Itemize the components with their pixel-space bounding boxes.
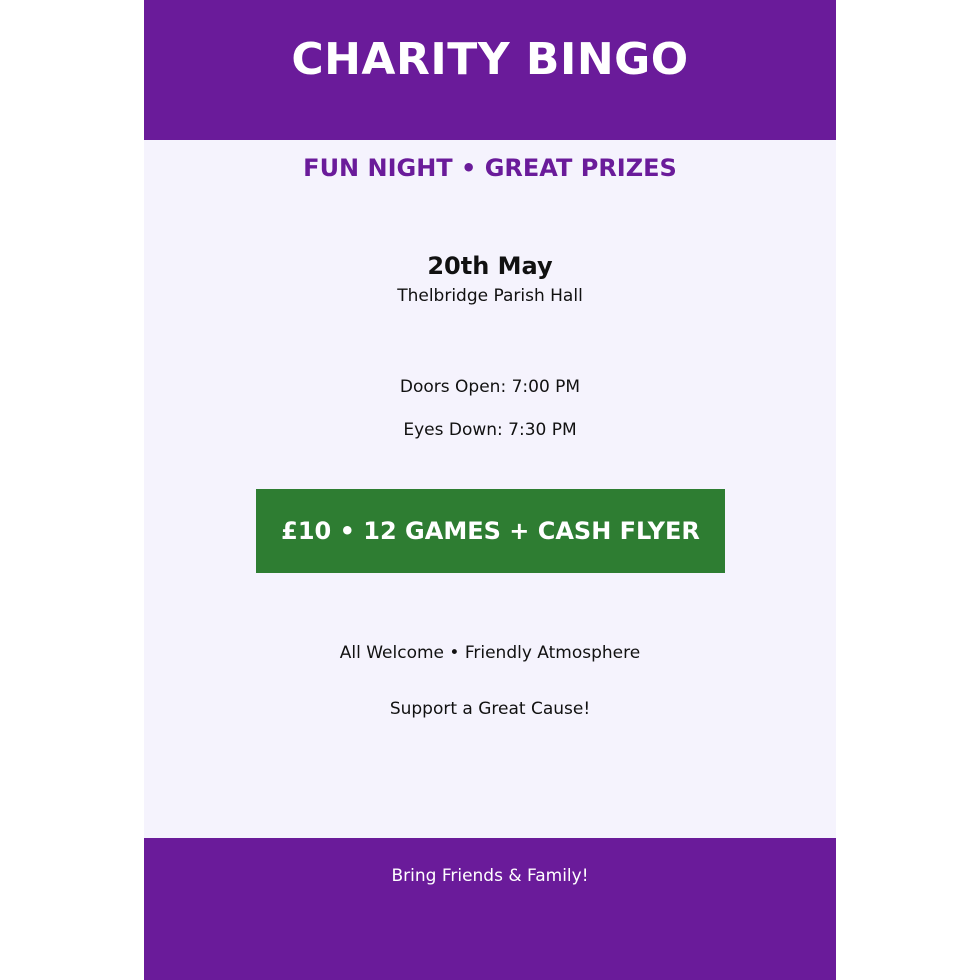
bingo-poster (144, 0, 836, 980)
price-banner (256, 489, 725, 573)
doors-open-time: Doors Open: 7:00 PM (399, 377, 581, 397)
welcome-line: All Welcome • Friendly Atmosphere (339, 643, 641, 663)
eyes-down-time: Eyes Down: 7:30 PM (403, 420, 577, 440)
event-venue: Thelbridge Parish Hall (397, 286, 583, 306)
footer-band (144, 838, 836, 980)
price-banner-text: £10 • 12 GAMES + CASH FLYER (281, 517, 700, 545)
cause-line: Support a Great Cause! (389, 699, 591, 719)
footer-text: Bring Friends & Family! (391, 866, 589, 886)
header-band (144, 0, 836, 140)
event-date: 20th May (427, 252, 553, 280)
poster-subtitle: FUN NIGHT • GREAT PRIZES (303, 154, 677, 182)
poster-title: CHARITY BINGO (291, 34, 689, 85)
